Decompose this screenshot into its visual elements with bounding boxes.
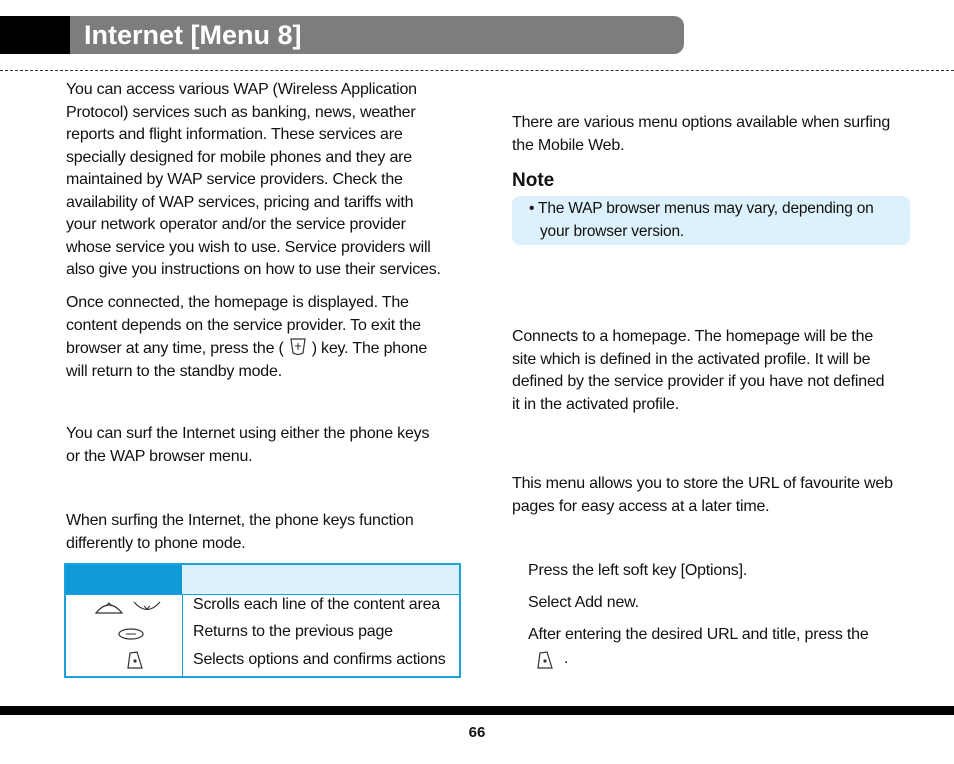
step-end-period: . — [564, 650, 569, 667]
text-fragment: browser at any time, press the ( — [66, 340, 284, 357]
header-black-tab — [0, 16, 70, 54]
page-title: Internet [Menu 8] — [84, 20, 302, 50]
footer-bar — [0, 706, 954, 715]
home-paragraph — [512, 326, 884, 416]
keys-intro-paragraph — [66, 510, 414, 555]
end-key-icon — [288, 337, 308, 357]
text-line: whose service you wish to use. Service providers will — [66, 238, 431, 256]
text-line: This menu allows you to store the URL of favourite web — [512, 475, 893, 492]
ok-key-icon — [125, 650, 145, 675]
text-line: There are various menu options available when surfing — [512, 114, 891, 131]
table-header-key — [66, 565, 182, 594]
table-divider — [66, 594, 459, 595]
ok-key-icon — [535, 650, 555, 675]
bookmarks-paragraph — [512, 473, 893, 518]
text-line: your browser version. — [540, 223, 684, 240]
step-item: Select Add new. — [528, 594, 639, 611]
text-fragment: ) key. The phone — [311, 340, 428, 357]
dashed-divider — [0, 70, 954, 71]
text-line: content depends on the service provider. To exit the — [66, 316, 421, 334]
text-line: differently to phone mode. — [66, 534, 246, 552]
text-line: defined by the service provider if you have not defined — [512, 373, 885, 390]
note-heading: Note — [512, 170, 555, 191]
step-item: Press the left soft key [Options]. — [528, 562, 748, 579]
text-line: it in the activated profile. — [512, 395, 679, 413]
text-line: pages for easy access at a later time. — [512, 497, 770, 515]
text-line: your network operator and/or the service provider — [66, 216, 406, 233]
table-row-description: Returns to the previous page — [193, 623, 393, 640]
text-line: also give you instructions on how to use their services. — [66, 261, 441, 278]
text-line: specially designed for mobile phones and they are — [66, 148, 412, 166]
text-line: maintained by WAP service providers. Check the — [66, 171, 403, 188]
text-line: Protocol) services such as banking, news, weather — [66, 103, 416, 121]
menu-options-paragraph — [512, 112, 890, 157]
connected-paragraph — [66, 292, 427, 383]
page-number: 66 — [468, 724, 486, 741]
intro-paragraph — [66, 79, 441, 282]
surf-paragraph — [66, 423, 429, 468]
text-line: You can surf the Internet using either the phone keys — [66, 425, 430, 442]
text-line: will return to the standby mode. — [66, 362, 282, 380]
text-line — [66, 337, 427, 361]
text-line: Connects to a homepage. The homepage will be the — [512, 328, 874, 345]
table-row-description: Scrolls each line of the content area — [193, 596, 440, 613]
text-line: availability of WAP services, pricing and tariffs with — [66, 193, 414, 211]
text-line: • The WAP browser menus may vary, depending on — [529, 200, 874, 217]
table-divider — [182, 594, 183, 676]
up-down-keys-icon — [94, 599, 162, 622]
table-header-description — [182, 565, 459, 594]
text-line: or the WAP browser menu. — [66, 447, 253, 465]
phone-keys-table — [64, 563, 461, 678]
table-row-description: Selects options and confirms actions — [193, 651, 446, 668]
text-line: You can access various WAP (Wireless Application — [66, 81, 417, 98]
clear-key-icon — [117, 627, 145, 646]
text-line: reports and flight information. These services are — [66, 126, 403, 143]
text-line: the Mobile Web. — [512, 136, 625, 154]
text-line: When surfing the Internet, the phone keys function — [66, 512, 414, 529]
text-line: Once connected, the homepage is displayed. The — [66, 294, 409, 311]
step-item: After entering the desired URL and title, press the — [528, 626, 869, 643]
note-text — [529, 197, 874, 243]
text-line: site which is defined in the activated profile. It will be — [512, 350, 871, 368]
